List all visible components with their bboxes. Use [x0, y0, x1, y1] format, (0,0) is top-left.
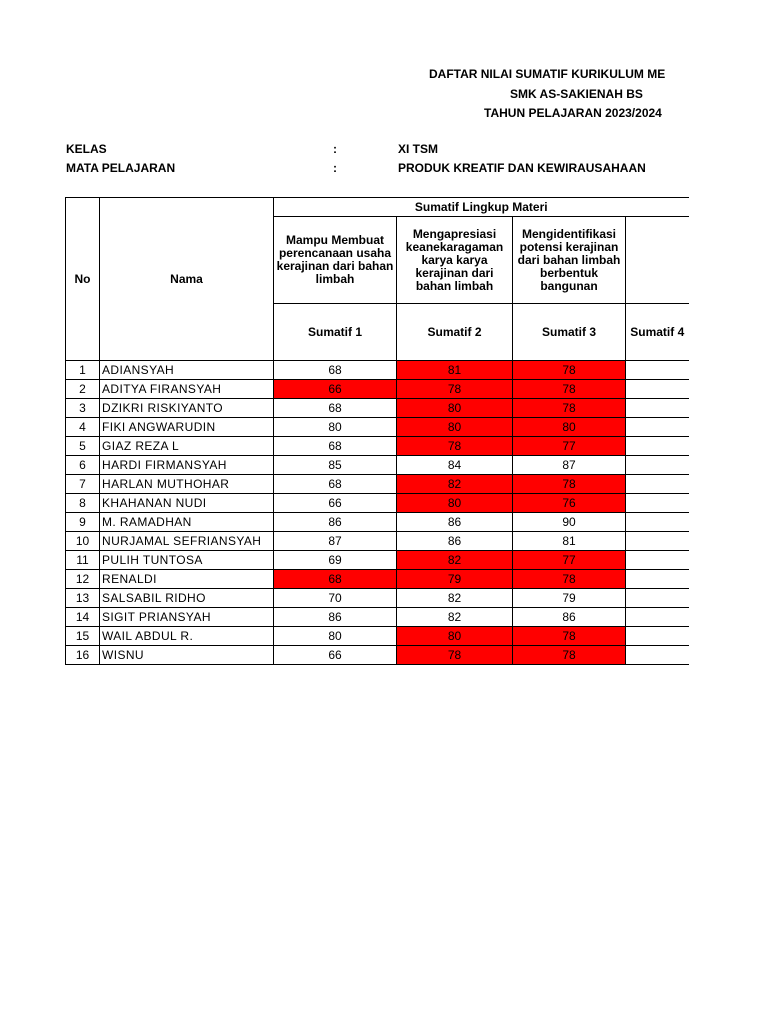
- mapel-value: PRODUK KREATIF DAN KEWIRAUSAHAAN: [398, 161, 646, 175]
- score-sumatif-3: 78: [513, 627, 626, 646]
- score-sumatif-2: 80: [397, 418, 513, 437]
- score-sumatif-3: 79: [513, 589, 626, 608]
- score-sumatif-3: 86: [513, 608, 626, 627]
- score-sumatif-2: 82: [397, 608, 513, 627]
- score-sumatif-1: 69: [274, 551, 397, 570]
- score-sumatif-1: 68: [274, 437, 397, 456]
- desc-sumatif-3: Mengidentifikasi potensi kerajinan dari bahan limbah berbentuk bangunan: [513, 217, 626, 304]
- desc-sumatif-4: [626, 217, 689, 304]
- student-name: PULIH TUNTOSA: [100, 551, 274, 570]
- table-row: [66, 532, 689, 551]
- table-row: [66, 608, 689, 627]
- student-name: WISNU: [100, 646, 274, 665]
- score-sumatif-4: [626, 570, 689, 589]
- table-row: [66, 380, 689, 399]
- score-sumatif-4: [626, 627, 689, 646]
- header-sumatif-2: Sumatif 2: [397, 304, 513, 361]
- score-sumatif-2: 80: [397, 494, 513, 513]
- score-sumatif-1: 85: [274, 456, 397, 475]
- student-name: NURJAMAL SEFRIANSYAH: [100, 532, 274, 551]
- score-sumatif-1: 68: [274, 475, 397, 494]
- header-sumatif-4: Sumatif 4: [626, 304, 689, 361]
- score-sumatif-4: [626, 475, 689, 494]
- table-row: [66, 475, 689, 494]
- row-number: 10: [66, 532, 100, 551]
- score-sumatif-1: 80: [274, 418, 397, 437]
- score-sumatif-4: [626, 532, 689, 551]
- score-sumatif-2: 81: [397, 361, 513, 380]
- score-sumatif-1: 87: [274, 532, 397, 551]
- score-sumatif-4: [626, 646, 689, 665]
- student-name: WAIL ABDUL R.: [100, 627, 274, 646]
- score-sumatif-4: [626, 399, 689, 418]
- table-row: [66, 494, 689, 513]
- mapel-colon: :: [333, 161, 337, 175]
- desc-sumatif-2: Mengapresiasi keanekaragaman karya karya kerajinan dari bahan limbah: [397, 217, 513, 304]
- col-no-header: No: [66, 198, 100, 361]
- grades-table: [65, 197, 689, 665]
- mapel-label: MATA PELAJARAN: [66, 161, 176, 175]
- document-title: DAFTAR NILAI SUMATIF KURIKULUM ME: [429, 67, 666, 81]
- row-number: 7: [66, 475, 100, 494]
- student-name: RENALDI: [100, 570, 274, 589]
- table-row: [66, 646, 689, 665]
- score-sumatif-4: [626, 551, 689, 570]
- row-number: 5: [66, 437, 100, 456]
- score-sumatif-3: 78: [513, 475, 626, 494]
- academic-year: TAHUN PELAJARAN 2023/2024: [484, 106, 662, 120]
- score-sumatif-4: [626, 418, 689, 437]
- score-sumatif-1: 68: [274, 361, 397, 380]
- table-row: [66, 627, 689, 646]
- score-sumatif-2: 78: [397, 380, 513, 399]
- score-sumatif-4: [626, 589, 689, 608]
- row-number: 14: [66, 608, 100, 627]
- row-number: 1: [66, 361, 100, 380]
- school-name: SMK AS-SAKIENAH BS: [510, 87, 643, 101]
- student-name: KHAHANAN NUDI: [100, 494, 274, 513]
- score-sumatif-1: 70: [274, 589, 397, 608]
- score-sumatif-1: 68: [274, 570, 397, 589]
- score-sumatif-3: 87: [513, 456, 626, 475]
- score-sumatif-1: 68: [274, 399, 397, 418]
- score-sumatif-4: [626, 437, 689, 456]
- kelas-label: KELAS: [66, 142, 107, 156]
- table-row: [66, 551, 689, 570]
- score-sumatif-3: 78: [513, 646, 626, 665]
- student-name: ADIANSYAH: [100, 361, 274, 380]
- table-row: [66, 361, 689, 380]
- group-header: Sumatif Lingkup Materi: [274, 198, 689, 217]
- score-sumatif-2: 80: [397, 627, 513, 646]
- table-header: [66, 198, 689, 361]
- score-sumatif-2: 82: [397, 551, 513, 570]
- score-sumatif-4: [626, 380, 689, 399]
- student-name: HARDI FIRMANSYAH: [100, 456, 274, 475]
- score-sumatif-4: [626, 456, 689, 475]
- row-number: 13: [66, 589, 100, 608]
- score-sumatif-4: [626, 361, 689, 380]
- student-name: M. RAMADHAN: [100, 513, 274, 532]
- score-sumatif-2: 84: [397, 456, 513, 475]
- row-number: 8: [66, 494, 100, 513]
- row-number: 9: [66, 513, 100, 532]
- row-number: 2: [66, 380, 100, 399]
- desc-sumatif-1: Mampu Membuat perencanaan usaha kerajinan dari bahan limbah: [274, 217, 397, 304]
- row-number: 6: [66, 456, 100, 475]
- score-sumatif-3: 78: [513, 570, 626, 589]
- score-sumatif-3: 76: [513, 494, 626, 513]
- score-sumatif-1: 86: [274, 513, 397, 532]
- student-name: SALSABIL RIDHO: [100, 589, 274, 608]
- table-row: [66, 570, 689, 589]
- score-sumatif-2: 82: [397, 475, 513, 494]
- score-sumatif-3: 78: [513, 380, 626, 399]
- score-sumatif-3: 80: [513, 418, 626, 437]
- student-name: SIGIT PRIANSYAH: [100, 608, 274, 627]
- score-sumatif-3: 77: [513, 437, 626, 456]
- student-name: ADITYA FIRANSYAH: [100, 380, 274, 399]
- student-name: HARLAN MUTHOHAR: [100, 475, 274, 494]
- row-number: 4: [66, 418, 100, 437]
- score-sumatif-2: 79: [397, 570, 513, 589]
- score-sumatif-2: 82: [397, 589, 513, 608]
- score-sumatif-3: 90: [513, 513, 626, 532]
- score-sumatif-3: 81: [513, 532, 626, 551]
- row-number: 12: [66, 570, 100, 589]
- table-row: [66, 513, 689, 532]
- table-body: [66, 361, 689, 665]
- col-nama-header: Nama: [100, 198, 274, 361]
- kelas-colon: :: [333, 142, 337, 156]
- score-sumatif-1: 66: [274, 646, 397, 665]
- score-sumatif-1: 66: [274, 380, 397, 399]
- table-row: [66, 399, 689, 418]
- table-row: [66, 418, 689, 437]
- student-name: GIAZ REZA L: [100, 437, 274, 456]
- score-sumatif-4: [626, 608, 689, 627]
- student-name: DZIKRI RISKIYANTO: [100, 399, 274, 418]
- score-sumatif-3: 78: [513, 361, 626, 380]
- score-sumatif-1: 86: [274, 608, 397, 627]
- row-number: 11: [66, 551, 100, 570]
- score-sumatif-4: [626, 494, 689, 513]
- header-sumatif-3: Sumatif 3: [513, 304, 626, 361]
- row-number: 3: [66, 399, 100, 418]
- score-sumatif-2: 86: [397, 532, 513, 551]
- table-row: [66, 589, 689, 608]
- score-sumatif-3: 77: [513, 551, 626, 570]
- table-row: [66, 437, 689, 456]
- score-sumatif-4: [626, 513, 689, 532]
- score-sumatif-1: 66: [274, 494, 397, 513]
- score-sumatif-3: 78: [513, 399, 626, 418]
- row-number: 16: [66, 646, 100, 665]
- score-sumatif-1: 80: [274, 627, 397, 646]
- score-sumatif-2: 78: [397, 646, 513, 665]
- student-name: FIKI ANGWARUDIN: [100, 418, 274, 437]
- row-number: 15: [66, 627, 100, 646]
- header-sumatif-1: Sumatif 1: [274, 304, 397, 361]
- score-sumatif-2: 80: [397, 399, 513, 418]
- score-sumatif-2: 78: [397, 437, 513, 456]
- score-sumatif-2: 86: [397, 513, 513, 532]
- table-row: [66, 456, 689, 475]
- kelas-value: XI TSM: [398, 142, 439, 156]
